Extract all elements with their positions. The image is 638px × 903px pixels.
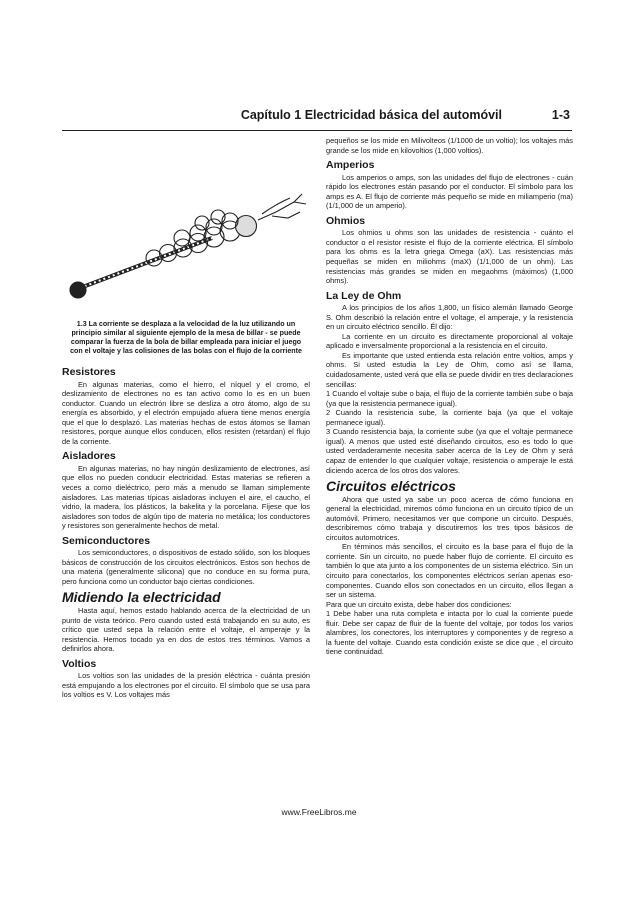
paragraph: Hasta aquí, hemos estado hablando acerca de la electricidad de un punto de vista teórico. Pero cuando usted está trabajando en su auto, es crítico que usted sepa la relación entre el voltaje, el amperaje y la resistencia. Hemos tocado ya en dos de estos tres términos. Vamos a definirlos ahora. bbox=[62, 606, 310, 654]
paragraph: En algunas materias, no hay ningún deslizamiento de electrones, así que ellos no pueden conducir electricidad. Estas materias se refieren a veces a como dieléctrico, pero más a menudo se llaman simplemente aisladores. Las materias típicas aisladoras incluyen el aire, el caucho, el vidrio, la madera, los plásticos, la bakelita y la porcelana. Fíjese que los aisladores son todos de algún tipo de materia no metálica; los conductores y resistores son generalmente hechos de metal. bbox=[62, 463, 310, 531]
billiard-illustration bbox=[62, 142, 310, 312]
paragraph: Los ohmios u ohms son las unidades de resistencia - cuánto el conductor o el resistor resiste el flujo de la corriente eléctrica. El símbolo para los ohms es la letra griega Omega (aX). Las resistencias más pequeñas se miden en miliohms (maX) (1/1,000 de un ohm). Las resistencias más grandes se miden en megaohms (máximos) (1,000 ohms). bbox=[326, 228, 573, 286]
paragraph: En algunas materias, como el hierro, el níquel y el cromo, el deslizamiento de electrones no es tan activo como lo es en un buen conductor. Cuando un electrón libre se desliza a otro átomo, algo de su energía es absorbido, y el electrón empujado afuera tiene menos energía que el que lo desplazó. Las materias hechas de estos átomos se llaman resistores, porque aunque ellos conducen, ellos resisten (retardan) el flujo de la corriente. bbox=[62, 379, 310, 446]
paragraph: Ahora que usted ya sabe un poco acerca de cómo funciona en general la electricidad, miremos cómo funciona en un circuito típico de un automóvil. Primero, necesitamos ver que compone un circuito. Después, describiremos cómo trabaja y discutiremos los tres tipos básicos de circuitos automotrices. bbox=[326, 494, 573, 542]
paragraph: pequeños se los mide en Milivolteos (1/1000 de un voltio); los voltajes más grande se los mide en kilovoltios (1,000 voltios). bbox=[326, 136, 573, 155]
heading-ley-de-ohm: La Ley de Ohm bbox=[326, 289, 402, 302]
paragraph: Los semiconductores, o dispositivos de estado sólido, son los bloques básicos de construcción de los circuitos electrónicos. Estos son hechos de una materia (generalmente silicona) que no conduce en su forma pura, pero funciona como un conductor bajo ciertas condiciones. bbox=[62, 548, 310, 586]
footer-url: www.FreeLibros.me bbox=[281, 807, 357, 817]
list-item: 1 Debe haber una ruta completa e intacta por lo cual la corriente puede fluir. Debe ser capaz de fluir de la fuente del voltaje, por todos los varios alambres, los conectores, los interruptores y componentes y de regreso a la fuente del voltaje. Cuando esta condición existe se dice que , el circuito tiene continuidad. bbox=[326, 609, 573, 657]
paragraph: Los amperios o amps, son las unidades del flujo de electrones - cuán rápido los electrones están pasando por el conductor. El símbolo para los amps es A. El flujo de corriente más pequeño se mide en miliamperio (ma) (1/1,000 de un amperio). bbox=[326, 172, 573, 211]
heading-voltios: Voltios bbox=[62, 657, 97, 670]
paragraph: La corriente en un circuito es directamente proporcional al voltaje aplicado e inversalmente proporcional a la resistencia en el circuito. bbox=[326, 331, 573, 351]
heading-aisladores: Aisladores bbox=[62, 450, 116, 463]
paragraph: Es importante que usted entienda esta relación entre voltios, amps y ohms. Si usted estudia la Ley de Ohm, como así se llama, cuidadosamente, usted verá que ella se puede dividir en tres declaraciones sencillas: bbox=[326, 350, 573, 389]
figure-caption bbox=[66, 320, 306, 356]
billiard-figure bbox=[62, 136, 310, 312]
page-number: 1-3 bbox=[551, 108, 570, 122]
heading-ohmios: Ohmios bbox=[326, 214, 366, 227]
paragraph: Para que un circuito exista, debe haber dos condiciones: bbox=[326, 599, 512, 609]
list-item: 3 Cuando resistencia baja, la corriente sube (ya que el voltaje permanece igual). A menos que usted esté diseñando circuitos, eso es todo lo que usted verdaderamente necesita saber acerca de la Ley de Ohm y será capaz de entender lo que cualquier voltaje, resistencia o amperaje le está diciendo acerca de los otros dos valores. bbox=[326, 427, 573, 475]
figure-number: 1.3 bbox=[76, 320, 87, 328]
page-header bbox=[62, 108, 572, 131]
heading-semiconductores: Semiconductores bbox=[62, 534, 151, 547]
left-column bbox=[62, 136, 310, 700]
list-item: 1 Cuando el voltaje sube o baja, el flujo de la corriente también sube o baja (ya que la resistencia permanece igual). bbox=[326, 389, 573, 408]
paragraph: En términos más sencillos, el circuito es la base para el flujo de la corriente. Sin un circuito, no puede haber flujo de corriente. El circuito es también lo que ata junto a los componentes de un sistema eléctrico. Sin un circuito para conectarlos, los componentes eléctricos serían apenas eso- componentes. Cuando ellos son conectados en un circuito, ellos llegan a ser un sistema. bbox=[326, 542, 573, 600]
paragraph: A los principios de los años 1,800, un físico alemán llamado George S. Ohm describió la relación entre el voltage, el amperaje, y la resistencia en un circuito eléctrico sencillo. Él dijo: bbox=[326, 303, 573, 332]
chapter-title: Capítulo 1 Electricidad básica del automóvil bbox=[240, 108, 502, 122]
heading-resistores: Resistores bbox=[62, 366, 116, 378]
list-item: 2 Cuando la resistencia sube, la corriente baja (ya que el voltaje permanece igual). bbox=[326, 408, 573, 427]
heading-circuitos: Circuitos eléctricos bbox=[326, 478, 456, 495]
heading-midiendo: Midiendo la electricidad bbox=[62, 589, 221, 606]
right-column bbox=[326, 136, 573, 657]
paragraph: Los voltios son las unidades de la presión eléctrica - cuánta presión está empujando a los electrones por el circuito. El símbolo que se usa para los voltios es V. Los voltajes más bbox=[62, 671, 310, 700]
heading-amperios: Amperios bbox=[326, 159, 375, 172]
figure-caption-text: La corriente se desplaza a la velocidad de la luz utilizando un principio similar al siguiente ejemplo de la mesa de billar - se puede comparar la fuerza de la bola de billar empleada para iniciar el juego con el voltaje y las colisiones de las bolas con el flujo de la corriente bbox=[70, 320, 302, 355]
